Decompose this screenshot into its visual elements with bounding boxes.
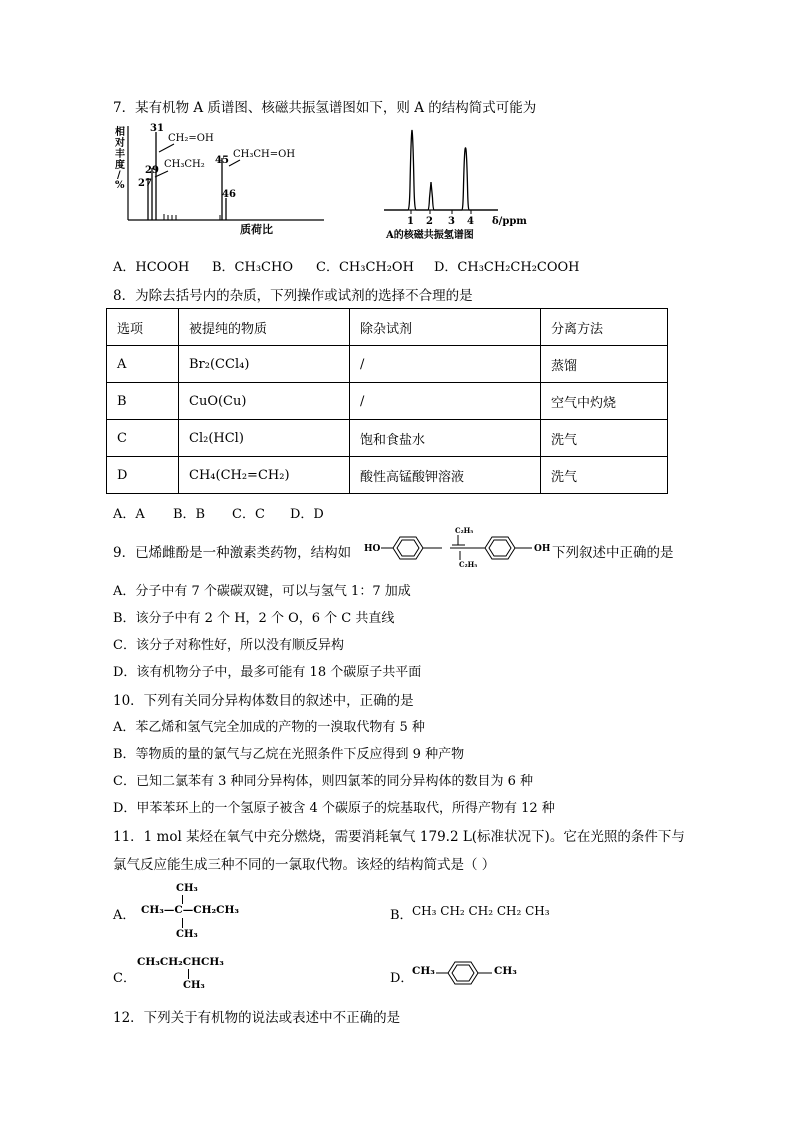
q12-stem: 12．下列关于有机物的说法或表述中不正确的是 — [113, 1010, 401, 1026]
q11-c-main-chain: CH₃CH₂CHCH₃ — [137, 956, 224, 968]
q7-option-c: C．CH₃CH₂OH — [316, 260, 414, 275]
q7-stem: 7．某有机物 A 质谱图、核磁共振氢谱图如下，则 A 的结构简式可能为 — [113, 100, 537, 116]
q8-answer-b: B．B — [173, 507, 206, 522]
q9-stem-after: 下列叙述中正确的是 — [552, 545, 674, 561]
q11-a-top-methyl: CH₃ — [176, 883, 198, 894]
q11-option-b-label: B． — [390, 908, 413, 923]
table-row — [107, 457, 668, 494]
ms-arrow — [229, 160, 240, 166]
table-header: 被提纯的物质 — [179, 309, 350, 346]
table-cell: / — [350, 383, 541, 420]
table-header: 分离方法 — [541, 309, 668, 346]
q9-stem-before: 9．已烯雌酚是一种激素类药物，结构如 — [113, 545, 352, 561]
nmr-trace — [384, 130, 498, 210]
q11-c-branch: CH₃ — [183, 980, 205, 991]
ms-fragment-ch2oh: CH₂=OH — [168, 133, 214, 144]
ms-label-31: 31 — [150, 123, 164, 134]
q11-stem-line1: 11．1 mol 某烃在氧气中充分燃烧，需要消耗氧气 179.2 L(标准状况下)。它在光照的条件下与 — [113, 829, 685, 845]
bond-line — [188, 969, 189, 979]
q7-option-a: A．HCOOH — [113, 260, 190, 275]
structure-ethyl-top: C₂H₅ — [455, 526, 474, 535]
ms-arrow — [159, 144, 174, 152]
ms-fragment-ch3choh: CH₃CH=OH — [233, 149, 296, 160]
table-cell: 酸性高锰酸钾溶液 — [350, 457, 541, 494]
ms-ylabel-char: 度 — [115, 160, 125, 171]
nmr-unit: δ/ppm — [492, 216, 527, 227]
diethylstilbestrol-structure — [362, 524, 554, 572]
table-row — [107, 383, 668, 420]
q8-answer-a: A．A — [113, 507, 145, 522]
nmr-tick-2: 2 — [426, 216, 433, 227]
table-cell: 蒸馏 — [541, 346, 668, 383]
q11-a-main-chain: CH₃—C—CH₂CH₃ — [141, 904, 239, 916]
table-cell: Br₂(CCl₄) — [179, 346, 350, 383]
mass-spectrum-figure — [112, 120, 344, 238]
table-cell: CH₄(CH₂=CH₂) — [179, 457, 350, 494]
q11-option-a-label: A． — [113, 908, 136, 923]
q9-option-c: C．该分子对称性好，所以没有顺反异构 — [113, 638, 344, 653]
table-cell: B — [107, 383, 179, 420]
structure-ho-label: HO — [364, 544, 381, 554]
table-cell: 空气中灼烧 — [541, 383, 668, 420]
q8-answer-c: C．C — [232, 507, 265, 522]
table-cell: 饱和食盐水 — [350, 420, 541, 457]
q11-d-right-methyl: CH₃ — [494, 965, 517, 977]
ms-label-45: 45 — [215, 155, 229, 166]
bond-line — [182, 918, 183, 928]
table-cell: CuO(Cu) — [179, 383, 350, 420]
nmr-tick-1: 1 — [407, 216, 414, 227]
table-cell: A — [107, 346, 179, 383]
table-cell: / — [350, 346, 541, 383]
q9-option-b: B．该分子中有 2 个 H，2 个 O，6 个 C 共直线 — [113, 611, 395, 626]
ms-ylabel-char: % — [115, 180, 125, 191]
q10-option-c: C．已知二氯苯有 3 种同分异构体，则四氯苯的同分异构体的数目为 6 种 — [113, 774, 534, 789]
ms-fragment-ch3ch2: CH₃CH₂ — [164, 159, 205, 170]
q10-option-d: D．甲苯苯环上的一个氢原子被含 4 个碳原子的烷基取代，所得产物有 12 种 — [113, 801, 555, 816]
q11-d-left-methyl: CH₃ — [412, 965, 435, 977]
q7-option-b: B．CH₃CHO — [212, 260, 293, 275]
q11-option-b-formula: CH₃ CH₂ CH₂ CH₂ CH₃ — [412, 904, 550, 918]
q8-stem: 8．为除去括号内的杂质，下列操作或试剂的选择不合理的是 — [113, 288, 473, 304]
q8-answer-d: D．D — [290, 507, 324, 522]
q10-option-a: A．苯乙烯和氢气完全加成的产物的一溴取代物有 5 种 — [113, 720, 425, 735]
table-header: 除杂试剂 — [350, 309, 541, 346]
ms-ylabel-char: / — [117, 170, 121, 181]
ms-ylabel-char: 相 — [115, 127, 125, 138]
nmr-tick-3: 3 — [448, 216, 455, 227]
structure-ethyl-bottom: C₂H₅ — [459, 560, 478, 569]
table-header-row — [107, 309, 668, 346]
q11-a-bottom-methyl: CH₃ — [176, 929, 198, 940]
structure-oh-label: OH — [534, 544, 551, 554]
q7-option-d: D．CH₃CH₂CH₂COOH — [434, 260, 580, 275]
ms-label-27: 27 — [138, 178, 152, 189]
ms-label-46: 46 — [222, 189, 236, 200]
q9-option-d: D．该有机物分子中，最多可能有 18 个碳原子共平面 — [113, 665, 422, 680]
q11-option-d-label: D． — [390, 971, 414, 986]
table-cell: 洗气 — [541, 420, 668, 457]
table-cell: D — [107, 457, 179, 494]
table-cell: 洗气 — [541, 457, 668, 494]
nmr-tick-4: 4 — [467, 216, 474, 227]
purification-table — [106, 308, 668, 494]
ms-ylabel-char: 丰 — [115, 149, 125, 160]
q10-stem: 10．下列有关同分异构体数目的叙述中，正确的是 — [113, 693, 414, 709]
table-header: 选项 — [107, 309, 179, 346]
q9-option-a: A．分子中有 7 个碳碳双键，可以与氢气 1：7 加成 — [113, 584, 411, 599]
bond-line — [182, 895, 183, 904]
table-row — [107, 420, 668, 457]
table-row — [107, 346, 668, 383]
table-cell: C — [107, 420, 179, 457]
ms-label-29: 29 — [145, 165, 159, 176]
q10-option-b: B．等物质的量的氯气与乙烷在光照条件下反应得到 9 种产物 — [113, 747, 465, 762]
q11-option-c-label: C． — [113, 971, 136, 986]
ms-xlabel: 质荷比 — [240, 223, 273, 236]
nmr-spectrum-figure — [380, 126, 540, 242]
q11-stem-line2: 氯气反应能生成三种不同的一氯取代物。该烃的结构简式是（ ） — [113, 857, 496, 873]
nmr-caption: A的核磁共振氢谱图 — [386, 230, 474, 241]
ms-ylabel-char: 对 — [115, 138, 125, 149]
table-cell: Cl₂(HCl) — [179, 420, 350, 457]
